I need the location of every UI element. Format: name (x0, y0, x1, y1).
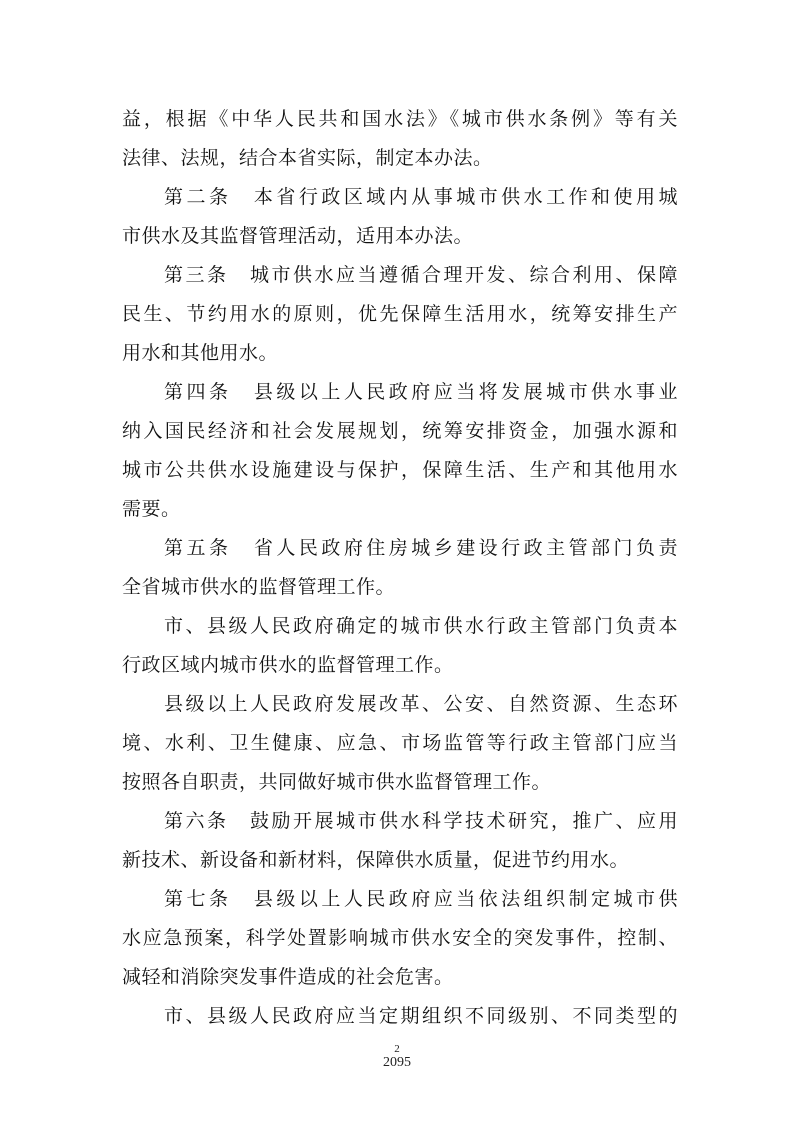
article-7-line: 第七条 县级以上人民政府应当依法组织制定城市供 (164, 888, 678, 910)
paragraph-line: 市、县级人民政府确定的城市供水行政主管部门负责本 (164, 615, 678, 637)
article-6-line: 第六条 鼓励开展城市供水科学技术研究，推广、应用 (164, 810, 678, 832)
text-line: 行政区域内城市供水的监督管理工作。 (122, 654, 454, 676)
page-number: 2 (394, 1043, 400, 1055)
text-line: 城市公共供水设施建设与保护，保障生活、生产和其他用水 (122, 459, 678, 481)
text-line: 全省城市供水的监督管理工作。 (122, 576, 396, 598)
article-3-line: 第三条 城市供水应当遵循合理开发、综合利用、保障 (164, 264, 678, 286)
text-line: 减轻和消除突发事件造成的社会危害。 (122, 966, 454, 988)
article-2-line: 第二条 本省行政区域内从事城市供水工作和使用城 (164, 186, 678, 208)
document-body (122, 100, 678, 1036)
article-5-line: 第五条 省人民政府住房城乡建设行政主管部门负责 (164, 537, 678, 559)
text-line: 法律、法规，结合本省实际，制定本办法。 (122, 147, 493, 169)
text-line: 民生、节约用水的原则，优先保障生活用水，统筹安排生产 (122, 303, 678, 325)
text-line: 益，根据《中华人民共和国水法》《城市供水条例》等有关 (122, 108, 678, 130)
text-line: 水应急预案，科学处置影响城市供水安全的突发事件，控制、 (122, 927, 678, 949)
text-line: 按照各自职责，共同做好城市供水监督管理工作。 (122, 771, 552, 793)
collection-page-number: 2095 (383, 1055, 411, 1070)
text-line: 新技术、新设备和新材料，保障供水质量，促进节约用水。 (122, 849, 630, 871)
text-line: 纳入国民经济和社会发展规划，统筹安排资金，加强水源和 (122, 420, 678, 442)
text-line: 用水和其他用水。 (122, 342, 279, 364)
text-line: 市供水及其监督管理活动，适用本办法。 (122, 225, 474, 247)
article-4-line: 第四条 县级以上人民政府应当将发展城市供水事业 (164, 381, 678, 403)
paragraph-line: 县级以上人民政府发展改革、公安、自然资源、生态环 (164, 693, 678, 715)
text-line: 需要。 (122, 498, 181, 520)
text-line: 境、水利、卫生健康、应急、市场监管等行政主管部门应当 (122, 732, 678, 754)
paragraph-line: 市、县级人民政府应当定期组织不同级别、不同类型的 (164, 1005, 678, 1027)
